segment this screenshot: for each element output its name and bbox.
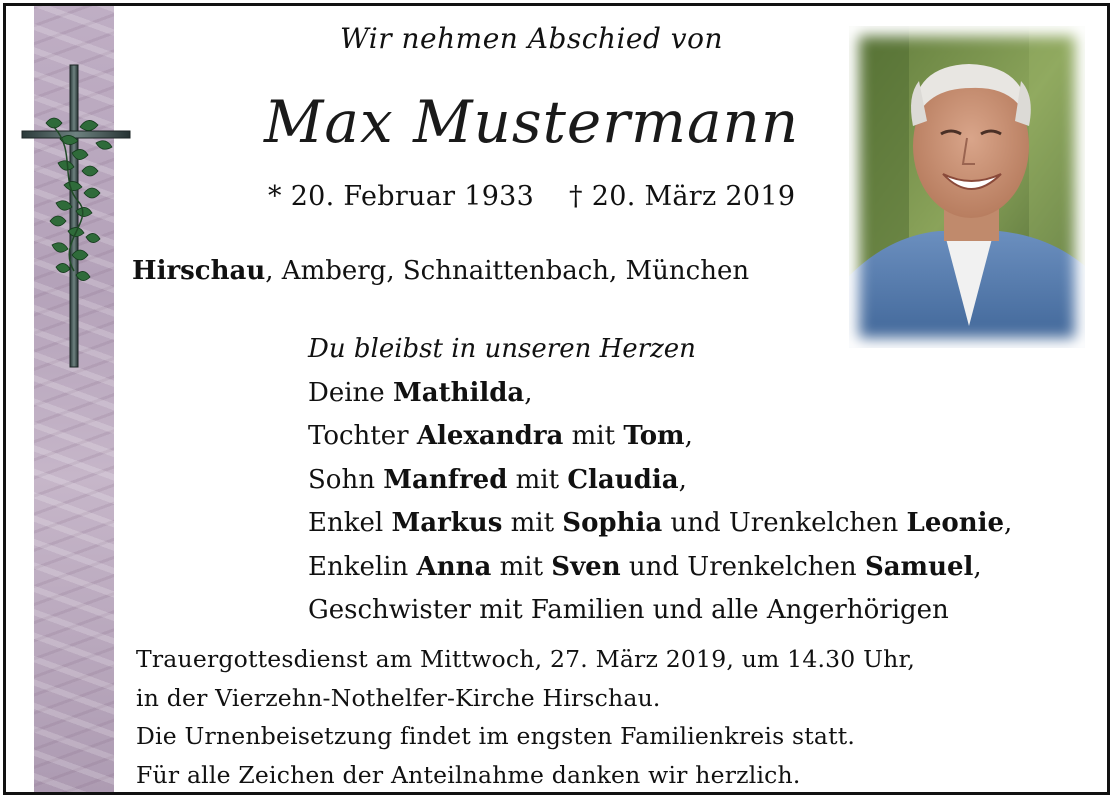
mourner-name: Claudia <box>567 464 679 495</box>
deceased-name: Max Mustermann <box>264 88 800 156</box>
mourner-text: , <box>678 464 687 495</box>
mourner-text: Deine <box>308 377 393 408</box>
mourner-name: Samuel <box>864 551 974 582</box>
mourner-line <box>308 415 1012 459</box>
mourner-name: Sven <box>551 551 621 582</box>
death-date: 20. März 2019 <box>591 181 796 212</box>
mourner-line <box>308 589 1012 633</box>
places-line <box>132 256 749 286</box>
mourner-text: mit <box>563 421 624 451</box>
note-line: Für alle Zeichen der Anteilnahme danken wir herzlich. <box>136 760 801 789</box>
mourner-line <box>308 459 1012 503</box>
mourner-text: , <box>1004 508 1013 538</box>
note-line: Trauergottesdienst am Mittwoch, 27. März 2019, um 14.30 Uhr, <box>136 645 915 673</box>
mourner-line <box>308 502 1012 546</box>
place-primary: Hirschau <box>132 256 266 286</box>
mourner-name: Leonie <box>906 508 1005 538</box>
mourners-block <box>308 328 1012 633</box>
mourner-name: Mathilda <box>392 377 525 408</box>
mourner-text: , <box>524 377 533 408</box>
mourner-line <box>308 372 1012 416</box>
mourner-text: mit <box>491 551 552 582</box>
cross-with-ivy-icon <box>16 61 136 375</box>
death-symbol: † <box>569 181 583 212</box>
mourner-text: Enkel <box>308 508 392 538</box>
intro-line: Wir nehmen Abschied von <box>340 22 724 55</box>
mourner-text: Tochter <box>308 421 417 451</box>
life-dates <box>268 181 795 212</box>
obituary-notice <box>3 3 1110 795</box>
mourner-name: Manfred <box>383 464 508 495</box>
mourner-name: Anna <box>416 551 492 582</box>
mourner-text: , <box>684 421 693 451</box>
mourner-text: Geschwister mit Familien und alle Angerhörigen <box>308 595 949 625</box>
portrait-photo <box>849 26 1085 348</box>
service-notes <box>136 640 915 794</box>
mourner-name: Alexandra <box>416 421 564 451</box>
mourner-text: mit <box>507 464 568 495</box>
mourner-text: mit <box>502 508 563 538</box>
mourner-text: Sohn <box>308 464 384 495</box>
birth-date: 20. Februar 1933 <box>290 181 535 212</box>
memorial-quote: Du bleibst in unseren Herzen <box>308 334 696 364</box>
places-rest: , Amberg, Schnaittenbach, München <box>265 256 750 286</box>
mourner-text: Enkelin <box>308 551 417 582</box>
mourner-name: Sophia <box>562 508 663 538</box>
mourner-text: und Urenkelchen <box>620 551 865 582</box>
mourner-name: Tom <box>623 421 685 451</box>
mourner-text: , <box>973 551 982 582</box>
birth-symbol: * <box>268 181 282 212</box>
mourner-text: und Urenkelchen <box>662 508 907 538</box>
note-line: in der Vierzehn-Nothelfer-Kirche Hirschau. <box>136 683 661 712</box>
note-line: Die Urnenbeisetzung findet im engsten Familienkreis statt. <box>136 722 856 750</box>
mourner-name: Markus <box>391 508 503 538</box>
mourner-line <box>308 546 1012 590</box>
